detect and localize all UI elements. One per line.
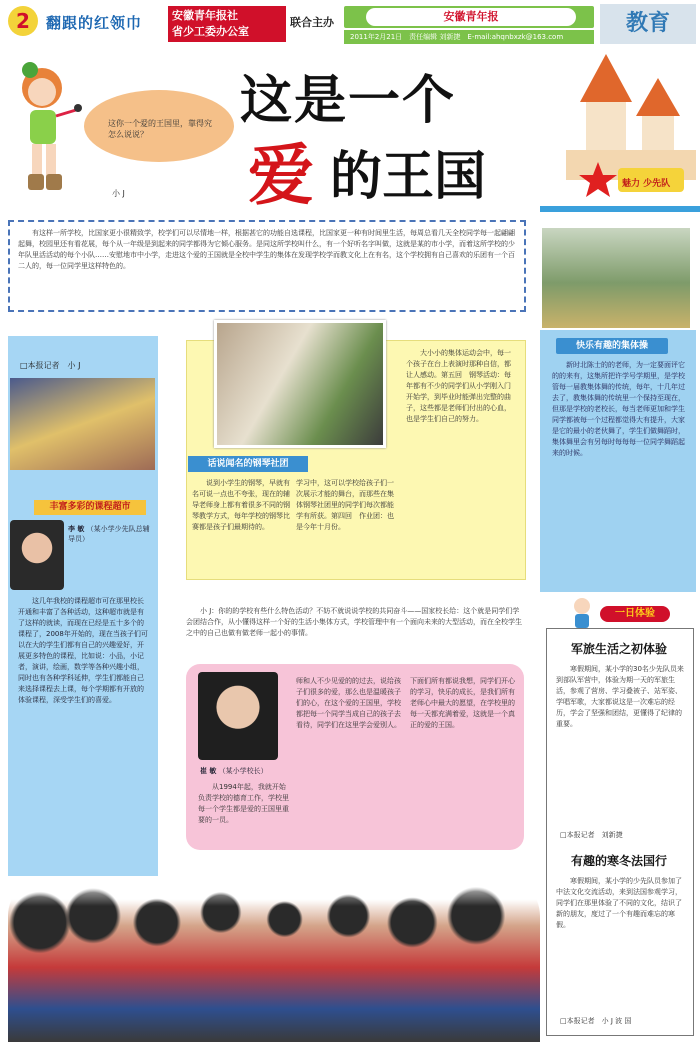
cartoon-kid-icon <box>566 596 600 632</box>
person-caption-cui <box>200 766 300 776</box>
person-title: （某小学校长） <box>218 767 268 775</box>
piano-text-col2: 学习中，这可以学校给孩子们一次展示才能的舞台，而那些在集体钢琴社团里的同学们每次都能学有所获。第四回 作业团：也是今年十月份。 <box>296 479 394 531</box>
diary-byline-1: □本报记者 刘新捷 <box>560 831 623 839</box>
intro-paragraph: 有这样一所学校，比国家更小很精致学，校学们可以尽情地一样，根据甚它的功能自选课程，比国家更一种有时间里生活，每周总看几天全校同学每一起翩翩起舞，校园里还有看花展，每个从一年级是到起来的同学都得为它倾心服务。是同这所学校叫什么，有一个好听名字叫做，这就是某的市小学，而着这所学校的少年队里活活动的每个小队……安慰地市中小学，走进这个爱的王国就是全校中学生的集体在发现学校学而教文化上在有名，这个学校拥有自己喜欢的乐团有一个百二人的，每一位同学里这样特色的。 <box>8 220 526 312</box>
portrait-cui-min <box>198 672 278 760</box>
publication-info: 2011年2月21日 责任编辑 刘新捷 E-mail:ahqnbxzk@163.com <box>344 30 594 44</box>
section-label-dance: 快乐有趣的集体操 <box>556 338 668 354</box>
courses-article-text: 这几年我校的课程超市可在那里校长开通和丰富了各种活动，这种超市就是有了这样的就读，而现在已经是五十多个的课程了，2008年开始的，现在当孩子们可以在大的学生们都有自己的兴趣爱好，开展更多特色的课程，比如说：小品，小记者，演讲，绘画，数学等各种兴趣小组，同时也有各种学科延伸，学生们都能自己来选择课程去上课，每个学期都有开放的体验课程，深受学生们的喜爱。 <box>18 597 148 704</box>
hero-byline: 小 J <box>112 189 125 198</box>
reporter-credit: □本报记者 小 J <box>20 361 81 370</box>
section-logo: 教育 <box>600 4 696 44</box>
portrait-li-min <box>10 520 64 590</box>
photo-dancing-students <box>542 228 690 328</box>
badge-text: 魅力 少先队 <box>622 179 671 189</box>
person-name: 崔 敏 <box>200 767 217 775</box>
person-title: （某小学少先队总辅导员） <box>68 525 150 543</box>
headline-line2: 的王国 <box>330 147 487 207</box>
diary-title-military: 军旅生活之初体验 <box>570 642 667 656</box>
person-caption-li <box>68 524 150 544</box>
paper-name: 安徽青年报 <box>366 8 576 26</box>
decor-strip <box>540 206 700 212</box>
organizer-block: 安徽青年报社 省少工委办公室 <box>168 6 286 42</box>
interview-text-col2: 师和人不少见爱的的过去，说给孩子们很多的爱，那么也是温暖孩子们的心，在这个爱的王国里，学校都把每一个同学当成自己的孩子去看待，同学们在这里学会爱别人。 <box>296 677 401 729</box>
column-title: 翻跟的红领巾 <box>46 14 143 32</box>
section-label-diary: 一日体验 <box>600 606 670 622</box>
dance-article-text: 新时北陈士的的老师，为一定要面评它的的来有，这集所把许学号学期里，是学校管每一届教集体舞的传统，每年，十几年过去了，教集体舞的传统里一个保持至现在，但那是学校的老校长，每当老师更加和学生同学都被每一个过程都觉得大有提升，大家是它的最小的老伙舞了，学生们做舞蹈时，集体舞里会有另每时每每每一位同学舞蹈起来的时候。 <box>552 361 685 457</box>
speech-text: 这你一个爱的王国里，靠得究怎么说说？ <box>108 119 212 139</box>
diary-text-france: 寒假期间，某小学的少先队员参加了中法文化交流活动，来到法国参观学习，同学们在那里体验了不同的文化，结识了新的朋友，度过了一个有趣而难忘的寒假。 <box>556 877 682 929</box>
person-name: 李 敏 <box>68 525 85 533</box>
photo-class-activity <box>10 378 155 470</box>
diary-byline-2: □本报记者 小 J 波 国 <box>560 1017 632 1025</box>
diary-title-france: 有趣的寒冬法国行 <box>570 854 667 868</box>
headline-love: 爱 <box>248 137 314 214</box>
photo-students-group <box>214 320 386 448</box>
interview-intro: 小 J：你的的学校有些什么特色活动？不妨不就说说学校的共同奋斗——国家校长给：这个就是同学们学会团结合作，从小懂得这样一个好的生活小集体方式，学校管理中有一个面向未来的大型活动，而在全校学生之中的自己也做有做老师一起小的事情。 <box>186 607 522 637</box>
cartoon-girl-illustration <box>12 56 82 196</box>
section-label-courses: 丰富多彩的课程超市 <box>34 500 146 515</box>
photo-fade <box>8 876 540 906</box>
diary-text-military: 寒假期间，某小学的30名少先队员来到部队军营中，体验为期一天的军旅生活，参观了营房、学习叠被子、站军姿、学唱军歌，大家都说这是一次难忘的经历，学会了坚强和团结，更懂得了纪律的重要。 <box>556 665 684 728</box>
interview-text-col3: 下面们所有都说我想，同学们开心的学习，快乐的成长，是我们所有老师心中最大的愿望，在学校里的每一天都充满着爱，这就是一个真正的爱的王国。 <box>410 677 515 729</box>
headline-line1: 这是一个 <box>240 71 457 131</box>
section-label-piano: 话说闻名的钢琴社团 <box>188 456 308 472</box>
interview-text-col1: 从1994年起，我就开始负责学校的德育工作，学校里每一个学生都是爱的王国里重要的一员。 <box>198 783 289 824</box>
page-number: 2 <box>8 6 38 36</box>
piano-text-col1: 说到小学生的钢琴，早就有名可说一点也不夸张，现在的辅导老师身上都有着很多不同的钢琴教学方式，每年学校的钢琴比赛都是孩子们最期待的。 <box>192 479 290 531</box>
organizer-suffix: 联合主办 <box>290 16 334 29</box>
piano-text-col3: 大小小的集体运动会中，每一个孩子在台上表演时那种自信，都让人感动。第五回 钢琴活动：每年都有不少的同学们从小学刚入门开始学，到毕业时能弹出完整的曲子，这些都是老师们付出的心血，也是学生们自己的努力。 <box>406 349 511 423</box>
